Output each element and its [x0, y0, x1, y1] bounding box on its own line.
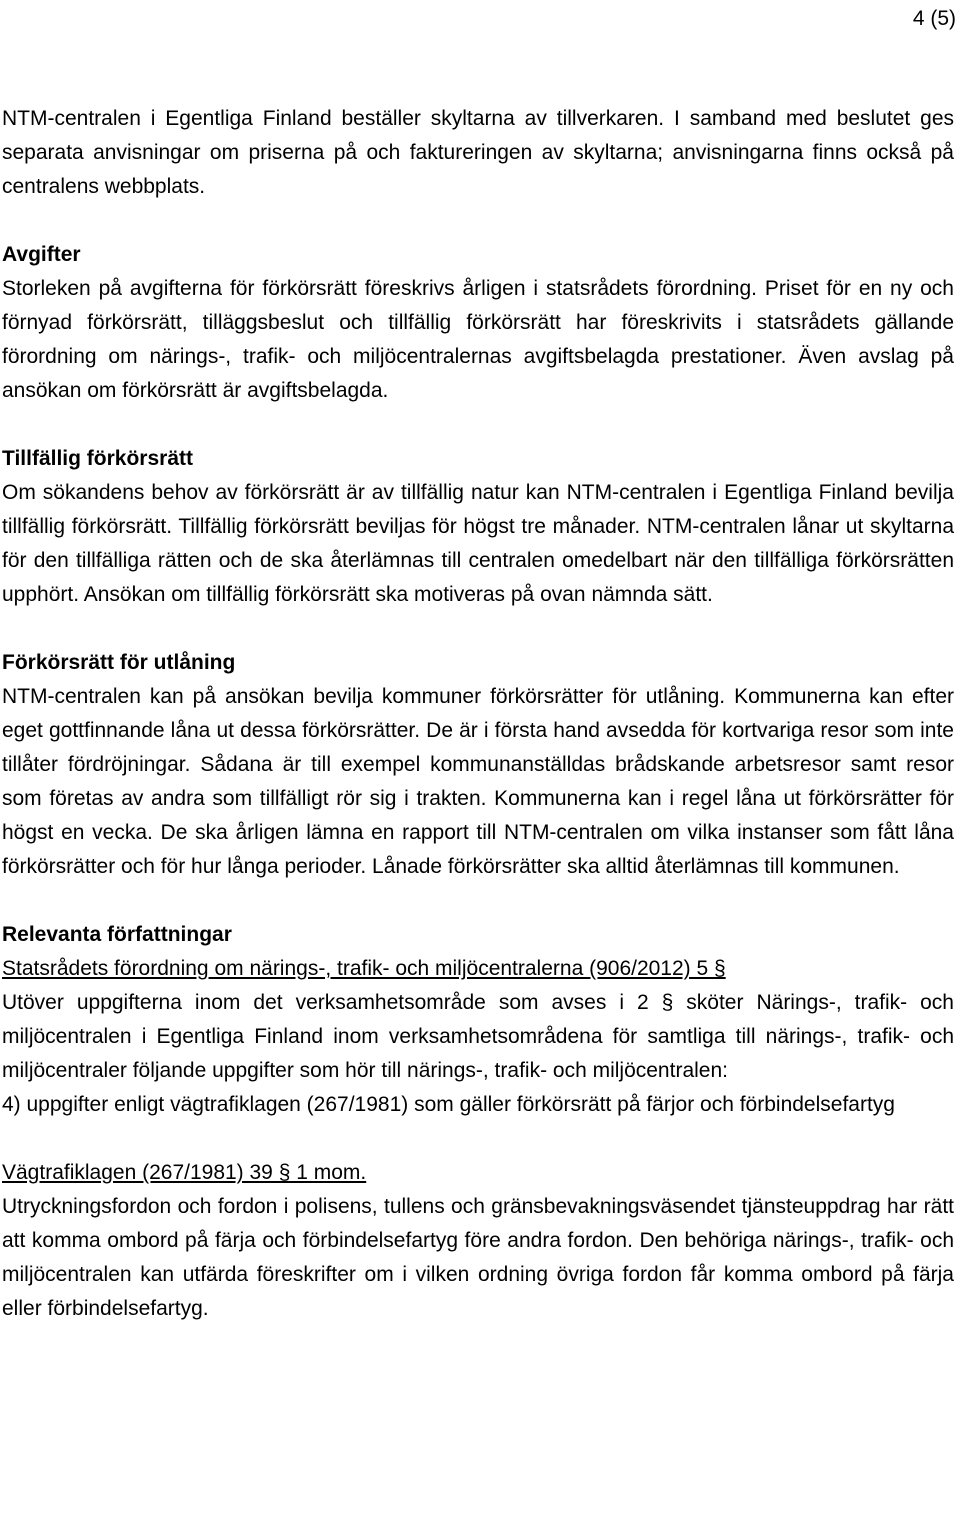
- statute-paragraph: Utryckningsfordon och fordon i polisens, tullens och gränsbevakningsväsendet tjänsteuppdrag har rätt att komma ombord på färja och förbindelsefartyg före andra fordon. Den behöriga närings-, trafik- och miljöcentralen kan utfärda föreskrifter om i vilken ordning övriga fordon får komma ombord på färja eller förbindelsefartyg.: [2, 1195, 954, 1320]
- page-number: 4 (5): [912, 7, 956, 30]
- spacer: [2, 1122, 954, 1156]
- statute-paragraph: Utöver uppgifterna inom det verksamhetsområde som avses i 2 § sköter Närings-, trafik- och miljöcentralen i Egentliga Finland inom verksamhetsområdena för samtliga till närings-, trafik- och miljöcentraler följande uppgifter som hör till närings-, trafik- och miljöcentralen:: [2, 991, 954, 1082]
- intro-paragraph: NTM-centralen i Egentliga Finland beställer skyltarna av tillverkaren. I samband med beslutet ges separata anvisningar om priserna på och faktureringen av skyltarna; anvisningarna finns också på centralens webbplats.: [2, 107, 954, 198]
- avgifter-paragraph: Storleken på avgifterna för förkörsrätt föreskrivs årligen i statsrådets förordning. Priset för en ny och förnyad förkörsrätt, tilläggsbeslut och tillfällig förkörsrätt har föreskrivits i statsrådets gällande förordning om närings-, trafik- och miljöcentralernas avgiftsbelagda prestationer. Även avslag på ansökan om förkörsrätt är avgiftsbelagda.: [2, 277, 954, 402]
- spacer: [2, 408, 954, 442]
- tillfallig-paragraph: Om sökandens behov av förkörsrätt är av tillfällig natur kan NTM-centralen i Egentliga Finland bevilja tillfällig förkörsrätt. Tillfällig förkörsrätt beviljas för högst tre månader. NTM-centralen lånar ut skyltarna för den tillfälliga rätten och de ska återlämnas till centralen omedelbart när den tillfälliga förkörsrätten upphört. Ansökan om tillfällig förkörsrätt ska motiveras på ovan nämnda sätt.: [2, 481, 954, 606]
- spacer: [2, 612, 954, 646]
- heading-avgifter: Avgifter: [2, 243, 81, 266]
- heading-tillfallig-forkorsratt: Tillfällig förkörsrätt: [2, 447, 193, 470]
- document-body: [2, 102, 954, 1326]
- utlaning-paragraph: NTM-centralen kan på ansökan bevilja kommuner förkörsrätter för utlåning. Kommunerna kan efter eget gottfinnande låna ut dessa förkörsrätter. De är i första hand avsedda för kortvariga resor som inte tillåter fördröjningar. Sådana är till exempel kommunanställdas brådskande arbetsresor samt resor som företas av andra som tillfälligt rör sig i trakten. Kommunerna kan i regel låna ut förkörsrätter för högst en vecka. De ska årligen lämna en rapport till NTM-centralen om vilka instanser som fått låna förkörsrätter och för hur långa perioder. Lånade förkörsrätter ska alltid återlämnas till kommunen.: [2, 685, 954, 878]
- statute-item: 4) uppgifter enligt vägtrafiklagen (267/1981) som gäller förkörsrätt på färjor och förbindelsefartyg: [2, 1093, 895, 1116]
- statute-reference-link[interactable]: Vägtrafiklagen (267/1981) 39 § 1 mom.: [2, 1161, 367, 1184]
- heading-forkorsratt-for-utlaning: Förkörsrätt för utlåning: [2, 651, 236, 674]
- statute-reference-link[interactable]: Statsrådets förordning om närings-, trafik- och miljöcentralerna (906/2012) 5 §: [2, 957, 726, 980]
- spacer: [2, 204, 954, 238]
- spacer: [2, 884, 954, 918]
- heading-relevanta-forfattningar: Relevanta författningar: [2, 923, 232, 946]
